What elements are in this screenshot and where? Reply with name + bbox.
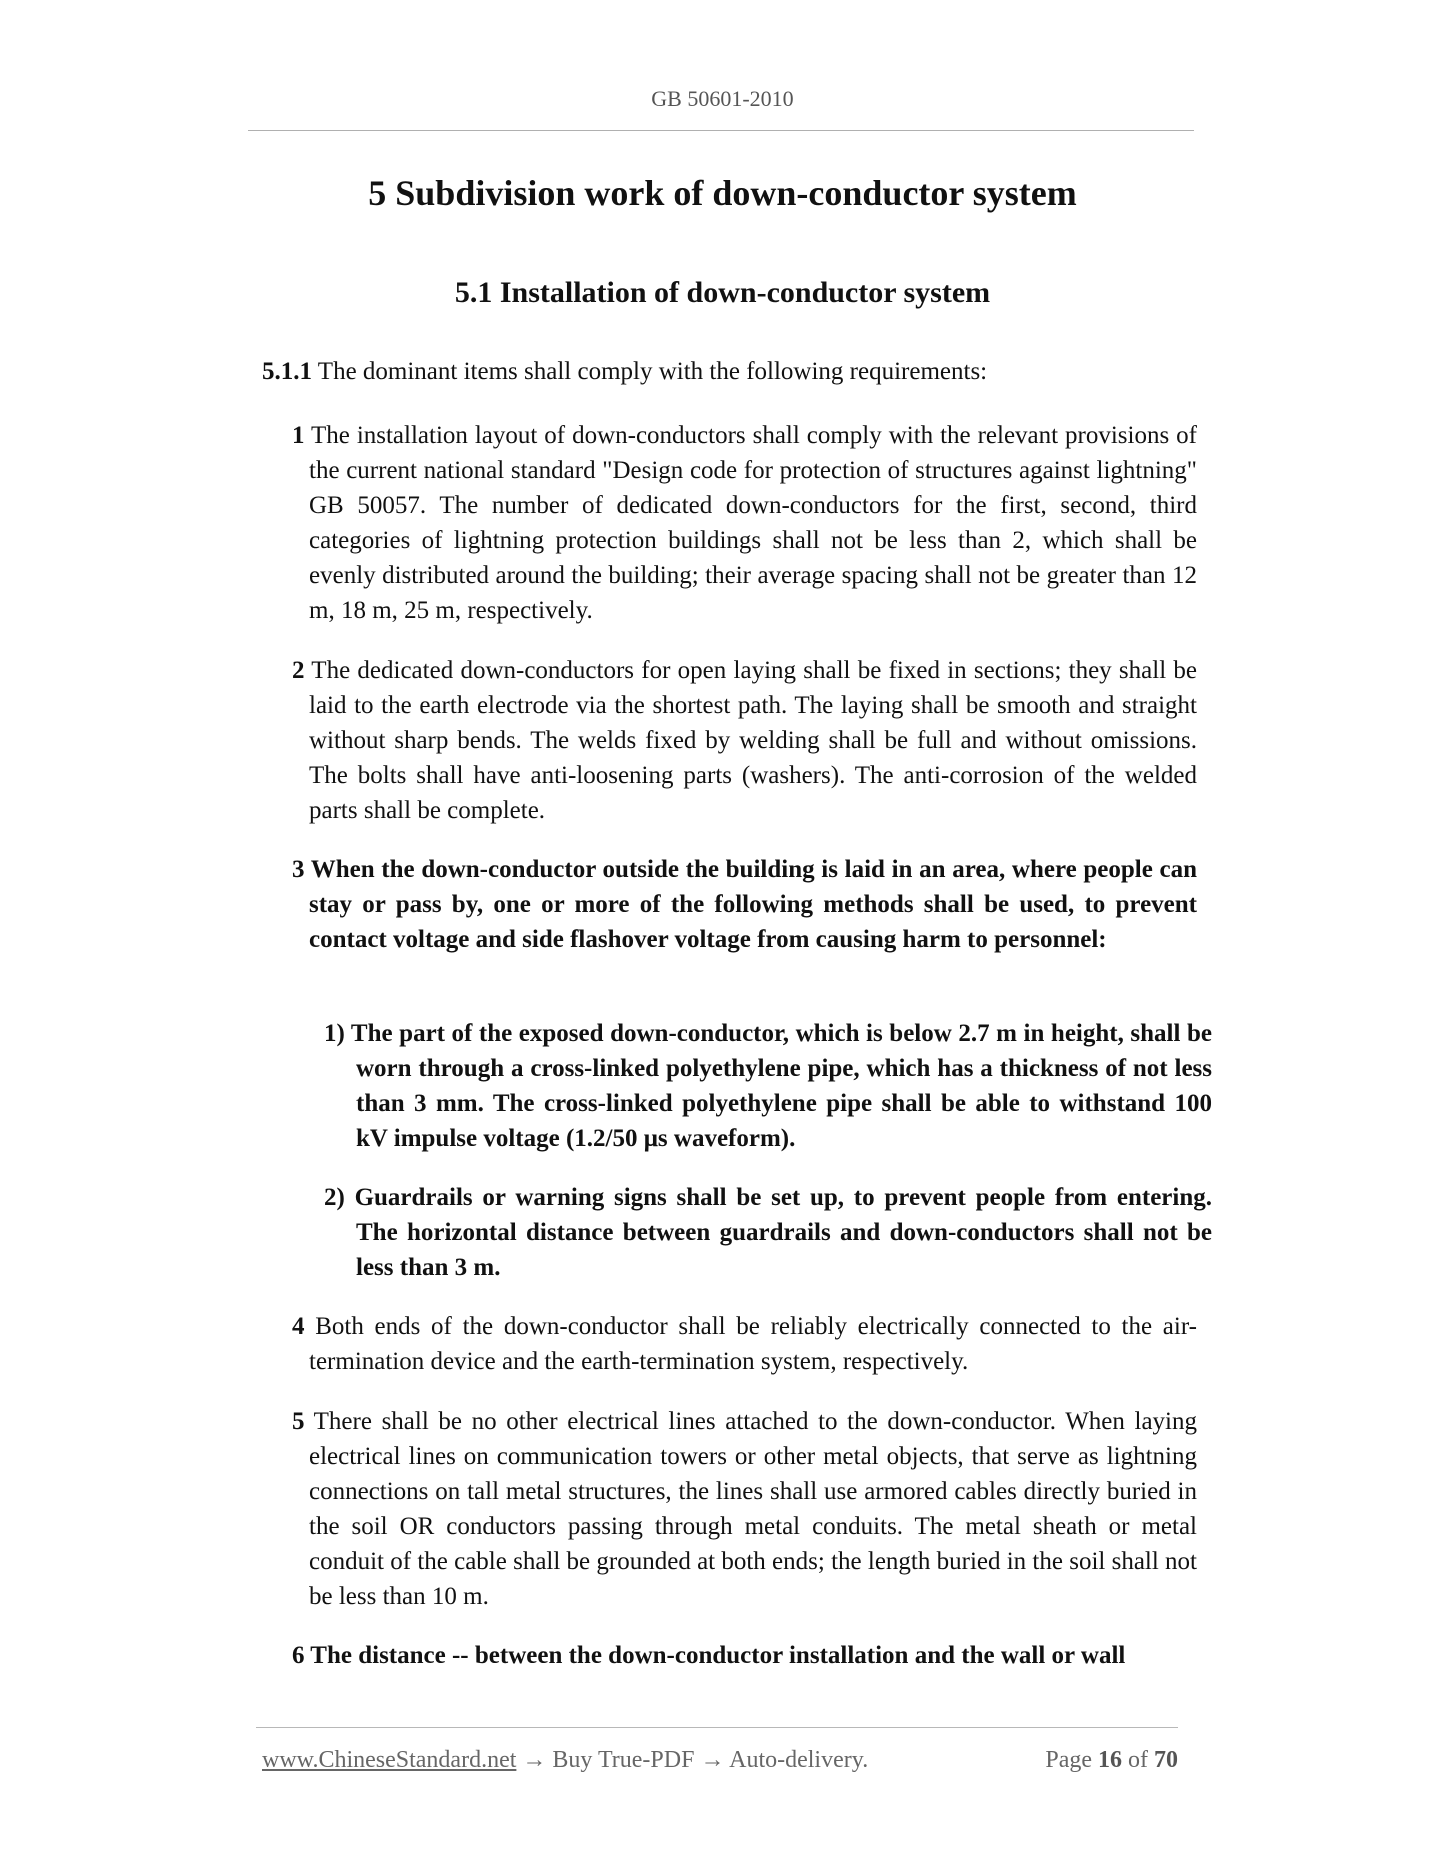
subitem-text: Guardrails or warning signs shall be set up, to prevent people from entering. The horizontal distance between guardrails and down-conductors shall not be less than 3 m. [344,1184,1212,1281]
footer-divider [256,1727,1178,1728]
item-number: 2 [292,657,305,684]
document-code-header: GB 50601-2010 [651,86,794,111]
list-item [292,1309,1197,1379]
total-pages: 70 [1154,1747,1178,1773]
item-number: 3 [292,856,305,883]
section-title: 5.1 Installation of down-conductor system [454,276,991,309]
list-item [292,653,1197,828]
clause-text: The dominant items shall comply with the following requirements: [312,358,988,385]
clause-number: 5.1.1 [262,358,312,385]
list-item [292,852,1197,957]
item-number: 6 [292,1642,305,1669]
header-divider [248,130,1194,131]
item-text: When the down-conductor outside the building is laid in an area, where people can stay or pass by, one or more of the following methods shall be used, to prevent contact voltage and side flashover voltage from causing harm to personnel: [304,856,1197,953]
list-item [292,1638,1197,1673]
subitem-number: 2) [324,1184,345,1211]
sub-list-item [324,1016,1212,1156]
page-of-label: of [1128,1747,1148,1773]
subitem-number: 1) [324,1020,345,1047]
item-text: The distance -- between the down-conductor installation and the wall or wall [304,1642,1126,1669]
page-label: Page [1045,1747,1092,1773]
promo-text: → Buy True-PDF → Auto-delivery. [516,1747,869,1773]
item-number: 4 [292,1313,305,1340]
site-link[interactable]: www.ChineseStandard.net [262,1747,517,1773]
footer-promo [262,1747,868,1774]
list-item [292,418,1197,628]
item-text: Both ends of the down-conductor shall be reliably electrically connected to the air-termination device and the earth-termination system, respectively. [304,1313,1197,1375]
page-number [1045,1747,1178,1774]
chapter-title: 5 Subdivision work of down-conductor system [368,173,1077,213]
clause-5-1-1 [262,358,987,386]
item-text: The dedicated down-conductors for open laying shall be fixed in sections; they shall be laid to the earth electrode via the shortest path. The laying shall be smooth and straight without sharp bends. The welds fixed by welding shall be full and without omissions. The bolts shall have anti-loosening parts (washers). The anti-corrosion of the welded parts shall be complete. [304,657,1197,824]
item-text: The installation layout of down-conductors shall comply with the relevant provisions of the current national standard "Design code for protection of structures against lightning" GB 50057. The number of dedicated down-conductors for the first, second, third categories of lightning protection buildings shall not be less than 2, which shall be evenly distributed around the building; their average spacing shall not be greater than 12 m, 18 m, 25 m, respectively. [304,422,1197,624]
item-number: 1 [292,422,305,449]
current-page: 16 [1098,1747,1122,1773]
item-text: There shall be no other electrical lines attached to the down-conductor. When laying electrical lines on communication towers or other metal objects, that serve as lightning connections on tall metal structures, the lines shall use armored cables directly buried in the soil OR conductors passing through metal conduits. The metal sheath or metal conduit of the cable shall be grounded at both ends; the length buried in the soil shall not be less than 10 m. [304,1408,1198,1610]
subitem-text: The part of the exposed down-conductor, which is below 2.7 m in height, shall be worn through a cross-linked polyethylene pipe, which has a thickness of not less than 3 mm. The cross-linked polyethylene pipe shall be able to withstand 100 kV impulse voltage (1.2/50 μs waveform). [344,1020,1212,1152]
list-item [292,1404,1197,1614]
item-number: 5 [292,1408,305,1435]
sub-list-item [324,1180,1212,1285]
